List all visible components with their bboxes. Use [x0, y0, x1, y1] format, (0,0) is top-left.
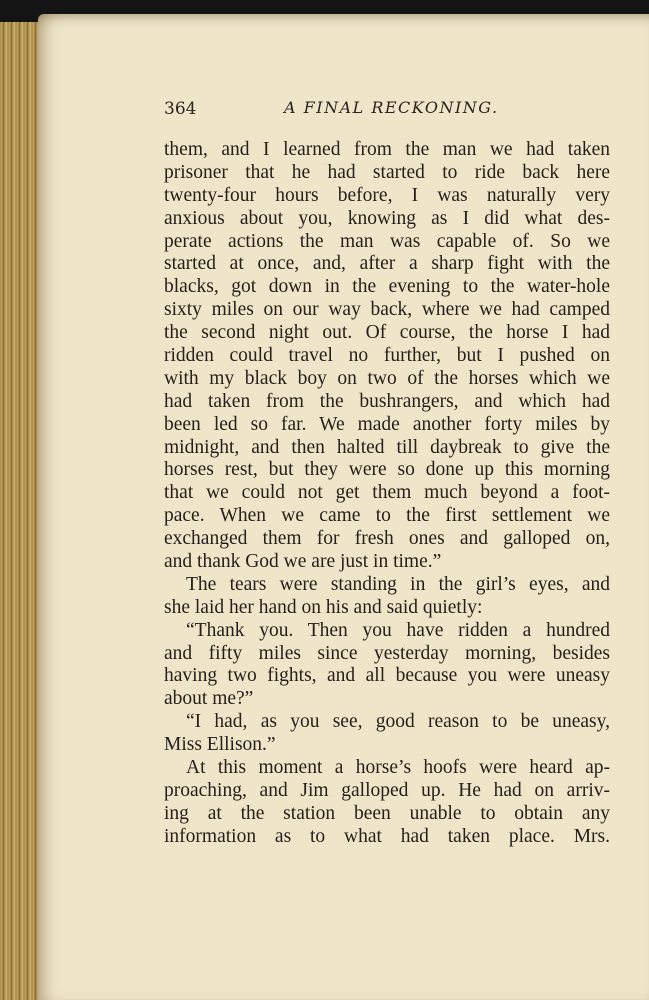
text-line: information as to what had taken place. Mrs. [164, 825, 610, 847]
running-header [164, 97, 610, 125]
text-line: ing at the station been unable to obtain any [164, 802, 610, 824]
text-line: anxious about you, knowing as I did what des- [164, 207, 610, 229]
text-line: prisoner that he had started to ride back here [164, 161, 610, 183]
text-line: she laid her hand on his and said quietly: [164, 596, 483, 618]
text-line: blacks, got down in the evening to the water-hole [164, 276, 610, 298]
text-line: Miss Ellison.” [164, 734, 276, 756]
text-line: and thank God we are just in time.” [164, 551, 442, 573]
text-line: twenty-four hours before, I was naturally very [164, 184, 610, 206]
text-line: and fifty miles since yesterday morning, besides [164, 642, 610, 664]
text-line: midnight, and then halted till daybreak to give the [164, 436, 610, 458]
running-title: A FINAL RECKONING. [284, 98, 499, 117]
text-line: “I had, as you see, good reason to be uneasy, [186, 711, 610, 733]
text-line: having two fights, and all because you were uneasy [164, 665, 610, 687]
page-number: 364 [164, 99, 197, 119]
text-line: the second night out. Of course, the horse I had [164, 322, 610, 344]
text-line: with my black boy on two of the horses which we [164, 367, 610, 389]
text-line: proaching, and Jim galloped up. He had on arriv- [164, 779, 610, 801]
body-text [164, 139, 610, 849]
text-line: The tears were standing in the girl’s eyes, and [186, 573, 610, 595]
text-line: perate actions the man was capable of. So we [164, 230, 610, 252]
text-line: about me?” [164, 688, 254, 710]
text-line: them, and I learned from the man we had taken [164, 139, 610, 160]
text-line: that we could not get them much beyond a foot- [164, 482, 610, 504]
text-line: “Thank you. Then you have ridden a hundred [186, 619, 610, 641]
text-line: ridden could travel no further, but I pushed on [164, 345, 610, 367]
text-line: been led so far. We made another forty miles by [164, 413, 610, 435]
text-line: horses rest, but they were so done up this morning [164, 459, 610, 481]
text-line: had taken from the bushrangers, and which had [164, 390, 610, 412]
text-line: sixty miles on our way back, where we had camped [164, 299, 610, 321]
text-line: exchanged them for fresh ones and galloped on, [164, 528, 610, 550]
text-line: At this moment a horse’s hoofs were heard ap- [186, 757, 610, 779]
text-line: started at once, and, after a sharp fight with the [164, 253, 610, 275]
text-line: pace. When we came to the first settlement we [164, 505, 610, 527]
